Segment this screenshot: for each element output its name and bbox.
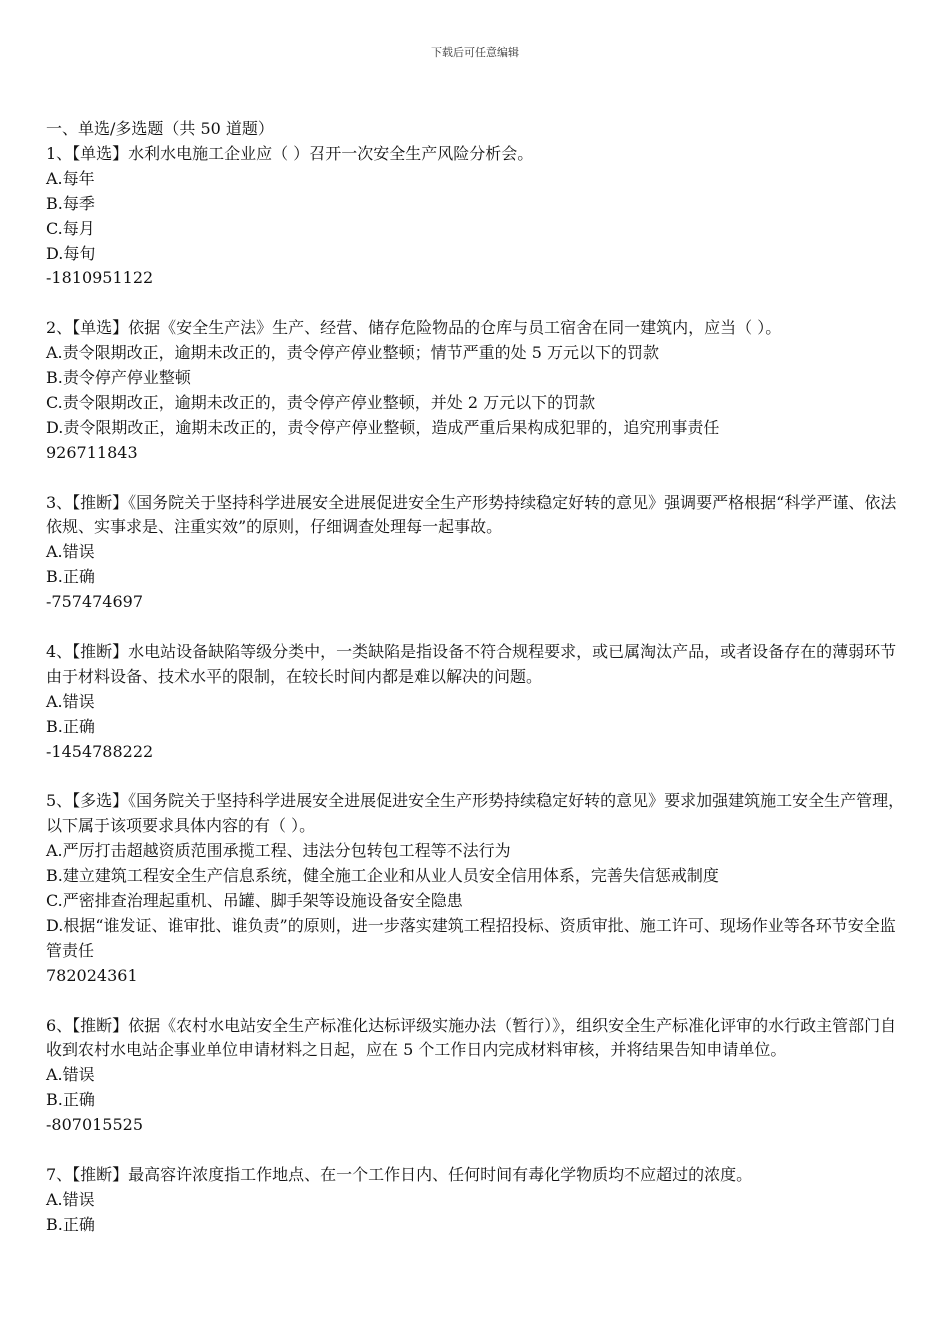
option: B.正确 [46,716,95,736]
question-block [46,316,906,465]
question-stem: 6、【推断】依据《农村水电站安全生产标准化达标评级实施办法（暂行）》，组织安全生产标准化评审的水行政主管部门自收到农村水电站企事业单位申请材料之日起，应在 5 个工作日内完成材料审核，并将结果告知申请单位。 [46,1015,897,1060]
option: B.责令停产停业整顿 [46,368,191,388]
question-code: -1454788222 [46,741,154,761]
option: A.错误 [46,1189,95,1209]
option: B.正确 [46,567,95,587]
spacer [46,291,906,316]
option: A.错误 [46,542,95,562]
question-block [46,789,906,988]
page-header: 下载后可任意编辑 [431,46,519,59]
document-body [46,117,906,1238]
option: B.正确 [46,1090,95,1110]
option: A.严厉打击超越资质范围承揽工程、违法分包转包工程等不法行为 [46,841,511,861]
option: B.建立建筑工程安全生产信息系统，健全施工企业和从业人员安全信用体系，完善失信惩戒制度 [46,866,719,886]
option: D.每旬 [46,243,96,263]
question-code: -1810951122 [46,268,154,288]
option: A.每年 [46,168,95,188]
question-block [46,491,906,616]
option: C.每月 [46,218,95,238]
option: B.每季 [46,193,95,213]
option: A.错误 [46,691,95,711]
question-stem: 4、【推断】水电站设备缺陷等级分类中，一类缺陷是指设备不符合规程要求，或已属淘汰产品，或者设备存在的薄弱环节由于材料设备、技术水平的限制，在较长时间内都是难以解决的问题。 [46,641,897,686]
option: B.正确 [46,1214,95,1234]
option: C.严密排查治理起重机、吊罐、脚手架等设施设备安全隐患 [46,891,463,911]
option: D.责令限期改正，逾期未改正的，责令停产停业整顿，造成严重后果构成犯罪的，追究刑事责任 [46,417,720,437]
question-code: -807015525 [46,1115,144,1135]
spacer [46,466,906,491]
spacer [46,1138,906,1163]
question-block [46,1163,906,1238]
question-block [46,640,906,765]
question-code: 782024361 [46,965,138,985]
spacer [46,989,906,1014]
spacer [46,765,906,790]
question-stem: 7、【推断】最高容许浓度指工作地点、在一个工作日内、任何时间有毒化学物质均不应超过的浓度。 [46,1164,753,1184]
question-code: 926711843 [46,442,138,462]
question-block [46,142,906,291]
spacer [46,615,906,640]
question-stem: 3、【推断】《国务院关于坚持科学进展安全进展促进安全生产形势持续稳定好转的意见》强调要严格根据“科学严谨、依法依规、实事求是、注重实效”的原则，仔细调查处理每一起事故。 [46,492,897,537]
option: C.责令限期改正，逾期未改正的，责令停产停业整顿，并处 2 万元以下的罚款 [46,392,596,412]
option: A.责令限期改正，逾期未改正的，责令停产停业整顿；情节严重的处 5 万元以下的罚款 [46,343,659,363]
question-stem: 1、【单选】水利水电施工企业应（ ）召开一次安全生产风险分析会。 [46,143,534,163]
question-block [46,1014,906,1139]
question-stem: 2、【单选】依据《安全生产法》生产、经营、储存危险物品的仓库与员工宿舍在同一建筑内，应当（ ）。 [46,318,782,338]
option: D.根据“谁发证、谁审批、谁负责”的原则，进一步落实建筑工程招投标、资质审批、施工许可、现场作业等各环节安全监管责任 [46,915,896,960]
question-stem: 5、【多选】《国务院关于坚持科学进展安全进展促进安全生产形势持续稳定好转的意见》要求加强建筑施工安全生产管理，以下属于该项要求具体内容的有（ ）。 [46,791,905,836]
question-code: -757474697 [46,592,144,612]
section-title: 一、单选/多选题（共 50 道题） [46,119,274,138]
option: A.错误 [46,1065,95,1085]
